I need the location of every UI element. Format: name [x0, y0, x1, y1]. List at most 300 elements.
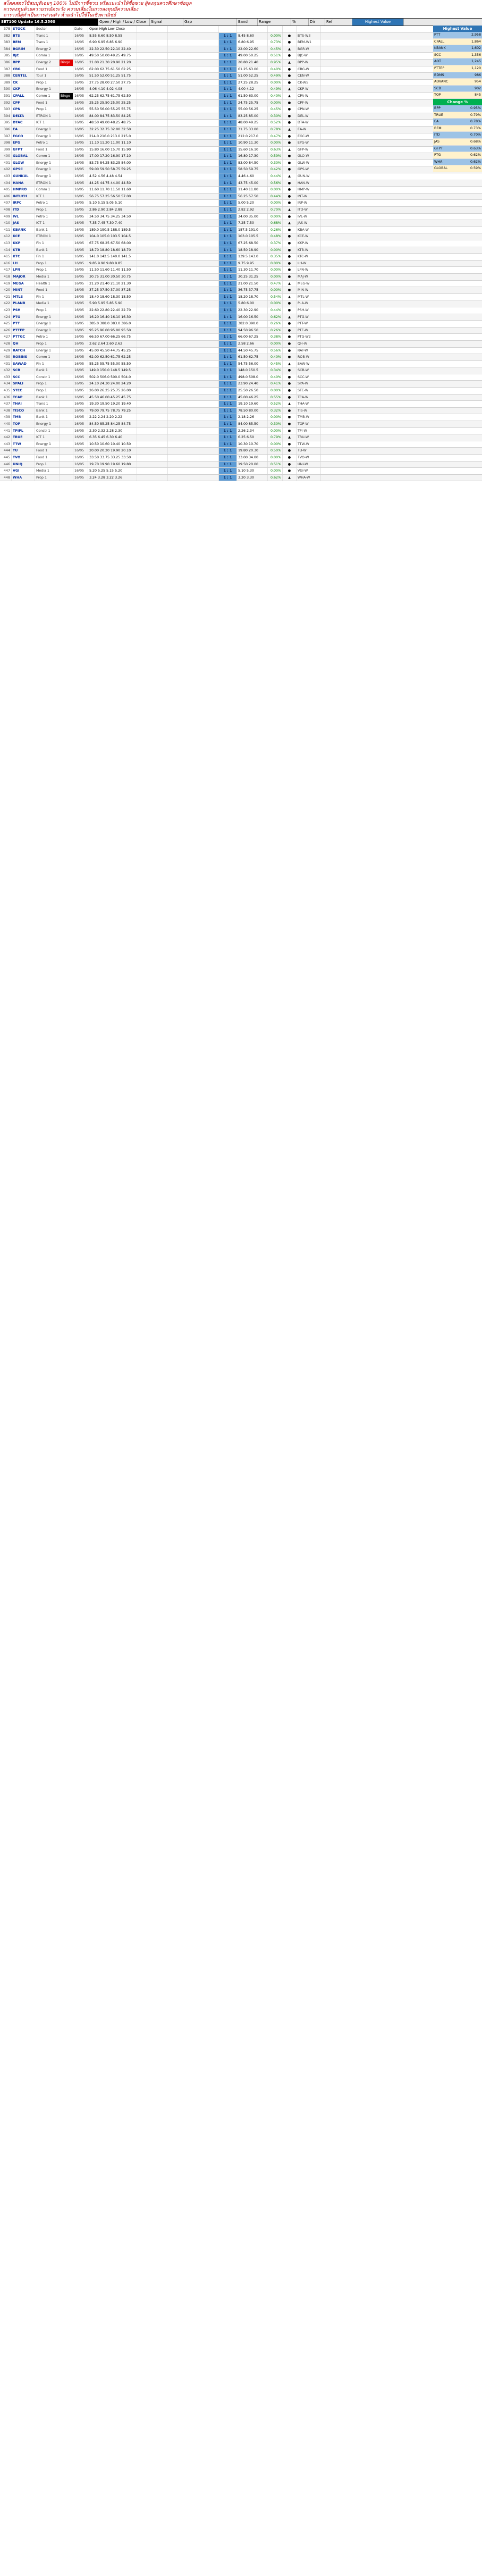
- table-row[interactable]: [0, 39, 482, 46]
- ohlc-values: 21.20 21.40 21.10 21.30: [88, 281, 137, 287]
- trade-date: 16/05: [73, 414, 88, 421]
- trade-date: 16/05: [73, 462, 88, 468]
- warrant-ref: EA-W: [297, 127, 321, 133]
- stock-symbol: RATCH: [12, 348, 35, 354]
- table-row[interactable]: [0, 274, 482, 281]
- price-range: 5.80 6.00: [237, 300, 268, 307]
- table-row[interactable]: [0, 475, 482, 482]
- stock-symbol: VGI: [12, 468, 35, 474]
- table-row[interactable]: [0, 66, 482, 73]
- row-number: 382: [0, 33, 12, 39]
- direction-icon: ●: [283, 328, 297, 334]
- trade-date: 16/05: [73, 361, 88, 367]
- gap-note: [168, 381, 219, 387]
- table-row[interactable]: [0, 401, 482, 408]
- table-row[interactable]: [0, 173, 482, 180]
- table-row[interactable]: [0, 153, 482, 160]
- table-row[interactable]: [0, 53, 482, 60]
- table-row[interactable]: [0, 33, 482, 40]
- tag-badge: [60, 261, 73, 267]
- band-ratio: 1 : 1: [219, 113, 237, 120]
- band-ratio: 1 : 1: [219, 180, 237, 187]
- gap-note: [168, 240, 219, 247]
- table-row[interactable]: [0, 133, 482, 140]
- table-row[interactable]: [0, 254, 482, 261]
- stock-symbol: EA: [12, 127, 35, 133]
- table-row[interactable]: [0, 113, 482, 120]
- warrant-ref: JAS-W: [297, 220, 321, 226]
- row-number: 399: [0, 147, 12, 153]
- trade-date: 16/05: [73, 80, 88, 86]
- table-row[interactable]: [0, 80, 482, 87]
- table-row[interactable]: [0, 462, 482, 468]
- direction-icon: [283, 26, 297, 32]
- trade-date: 16/05: [73, 307, 88, 314]
- table-row[interactable]: [0, 140, 482, 147]
- table-row[interactable]: [0, 227, 482, 234]
- direction-icon: ▲: [283, 475, 297, 481]
- ohlc-values: 5.10 5.15 5.05 5.10: [88, 200, 137, 206]
- stock-symbol: JAS: [12, 220, 35, 226]
- side-row: [433, 86, 482, 93]
- gap-note: [168, 261, 219, 267]
- side-symbol: SCC: [434, 53, 441, 57]
- table-row[interactable]: [0, 367, 482, 374]
- sector: Energy 1: [35, 86, 60, 93]
- warrant-ref: BTS-W3: [297, 33, 321, 39]
- row-number: 429: [0, 348, 12, 354]
- warrant-ref: PLA-W: [297, 300, 321, 307]
- table-row[interactable]: [0, 321, 482, 328]
- gap-note: [168, 207, 219, 213]
- trade-date: 16/05: [73, 428, 88, 434]
- warrant-ref: EPG-W: [297, 140, 321, 146]
- stock-symbol: PTT: [12, 321, 35, 327]
- table-row[interactable]: [0, 281, 482, 288]
- gap-note: [168, 428, 219, 434]
- warrant-ref: BEM-W1: [297, 39, 321, 46]
- table-row[interactable]: [0, 294, 482, 301]
- warrant-ref: TCA-W: [297, 395, 321, 401]
- table-row[interactable]: [0, 120, 482, 127]
- direction-icon: ●: [283, 381, 297, 387]
- table-row[interactable]: [0, 414, 482, 421]
- change-pct: 0.70%: [268, 207, 283, 213]
- table-row[interactable]: [0, 247, 482, 254]
- gap-note: [168, 468, 219, 474]
- table-row[interactable]: [0, 240, 482, 247]
- table-row[interactable]: [0, 160, 482, 167]
- table-row[interactable]: [0, 421, 482, 428]
- change-pct: 0.51%: [268, 462, 283, 468]
- direction-icon: ●: [283, 408, 297, 414]
- band-ratio: 1 : 1: [219, 233, 237, 240]
- stock-symbol: HMPRO: [12, 187, 35, 193]
- stock-symbol: TTW: [12, 441, 35, 448]
- warrant-ref: WHA-W: [297, 475, 321, 481]
- direction-icon: ●: [283, 428, 297, 434]
- warrant-ref: PTT-W: [297, 321, 321, 327]
- signal: [137, 233, 168, 240]
- ohlc-values: 5.20 5.25 5.15 5.20: [88, 468, 137, 474]
- table-row[interactable]: [0, 261, 482, 267]
- trade-date: 16/05: [73, 354, 88, 360]
- row-number: 448: [0, 475, 12, 481]
- signal: [137, 86, 168, 93]
- direction-icon: ●: [283, 140, 297, 146]
- price-range: 187.5 191.0: [237, 227, 268, 233]
- warrant-ref: TPI-W: [297, 428, 321, 434]
- warrant-ref: PTE-W: [297, 328, 321, 334]
- direction-icon: ●: [283, 233, 297, 240]
- change-pct: 0.00%: [268, 187, 283, 193]
- side-row: [433, 112, 482, 119]
- warrant-ref: KBA-W: [297, 227, 321, 233]
- table-row[interactable]: [0, 381, 482, 388]
- table-row[interactable]: [0, 166, 482, 173]
- tag-badge: [60, 455, 73, 461]
- trade-date: 16/05: [73, 200, 88, 206]
- trade-date: 16/05: [73, 455, 88, 461]
- direction-icon: ●: [283, 39, 297, 46]
- side-symbol: ADVANC: [434, 80, 449, 84]
- trade-date: 16/05: [73, 60, 88, 66]
- signal: [137, 428, 168, 434]
- row-number: 433: [0, 374, 12, 381]
- gap-note: [168, 127, 219, 133]
- signal: [137, 455, 168, 461]
- tag-badge: [60, 388, 73, 394]
- table-row[interactable]: [0, 200, 482, 207]
- change-pct: 0.00%: [268, 300, 283, 307]
- band-ratio: 1 : 1: [219, 300, 237, 307]
- change-pct: 0.00%: [268, 267, 283, 273]
- side-symbol: AOT: [434, 60, 441, 64]
- sector: ICT 1: [35, 194, 60, 200]
- table-row[interactable]: [0, 428, 482, 435]
- sector: Energy 2: [35, 60, 60, 66]
- side-symbol: BPP: [434, 106, 441, 110]
- tag-badge: [60, 328, 73, 334]
- trade-date: 16/05: [73, 434, 88, 441]
- trade-date: 16/05: [73, 348, 88, 354]
- stock-symbol: CENTEL: [12, 73, 35, 79]
- change-pct: 0.00%: [268, 455, 283, 461]
- tag-badge: [60, 348, 73, 354]
- table-row[interactable]: [0, 455, 482, 462]
- signal: [137, 120, 168, 126]
- table-row[interactable]: [0, 395, 482, 401]
- price-range: 23.90 24.40: [237, 381, 268, 387]
- ohlc-values: 2.62 2.64 2.60 2.62: [88, 341, 137, 347]
- row-number: 386: [0, 60, 12, 66]
- table-row[interactable]: [0, 220, 482, 227]
- sector: ICT 1: [35, 220, 60, 226]
- change-pct: 0.37%: [268, 240, 283, 247]
- change-pct: 0.00%: [268, 80, 283, 86]
- warrant-ref: CEN-W: [297, 73, 321, 79]
- gap-note: [168, 314, 219, 321]
- row-number: 446: [0, 462, 12, 468]
- ohlc-values: 6.90 6.95 6.85 6.90: [88, 39, 137, 46]
- stock-symbol: KTC: [12, 254, 35, 260]
- price-range: 83.00 84.50: [237, 160, 268, 166]
- stock-symbol: EGCO: [12, 133, 35, 140]
- side-value: 986: [474, 73, 481, 77]
- band-ratio: 1 : 1: [219, 39, 237, 46]
- row-number: 394: [0, 113, 12, 120]
- stock-symbol: PTG: [12, 314, 35, 321]
- row-number: 445: [0, 455, 12, 461]
- table-row[interactable]: [0, 354, 482, 361]
- signal: [137, 53, 168, 59]
- signal: [137, 240, 168, 247]
- table-row[interactable]: [0, 194, 482, 200]
- warrant-ref: DEL-W: [297, 113, 321, 120]
- table-row[interactable]: [0, 207, 482, 214]
- gap-note: [168, 227, 219, 233]
- band-ratio: 1 : 1: [219, 207, 237, 213]
- table-row[interactable]: [0, 127, 482, 133]
- table-row[interactable]: [0, 46, 482, 53]
- table-row[interactable]: [0, 86, 482, 93]
- stock-symbol: GUNKUL: [12, 173, 35, 180]
- table-row[interactable]: [0, 180, 482, 187]
- warrant-ref: SPA-W: [297, 381, 321, 387]
- table-row[interactable]: [0, 341, 482, 348]
- warrant-ref: RAT-W: [297, 348, 321, 354]
- band-ratio: 1 : 1: [219, 395, 237, 401]
- price-range: 5.00 5.20: [237, 200, 268, 206]
- trade-date: 16/05: [73, 33, 88, 39]
- stock-symbol: ITD: [12, 207, 35, 213]
- signal: [137, 468, 168, 474]
- warrant-ref: STE-W: [297, 388, 321, 394]
- signal: [137, 261, 168, 267]
- table-row[interactable]: [0, 267, 482, 274]
- row-number: 378: [0, 26, 12, 32]
- side-symbol: JAS: [434, 139, 440, 144]
- table-row[interactable]: [0, 328, 482, 334]
- price-range: 36.75 37.75: [237, 287, 268, 293]
- ohlc-values: 37.25 37.50 37.00 37.25: [88, 287, 137, 293]
- row-number: 410: [0, 220, 12, 226]
- gap-note: [168, 26, 219, 32]
- change-pct: 0.00%: [268, 468, 283, 474]
- sector: Prop 1: [35, 381, 60, 387]
- band-ratio: 1 : 1: [219, 475, 237, 481]
- warrant-ref: MEG-W: [297, 281, 321, 287]
- table-row[interactable]: [0, 93, 482, 100]
- table-row[interactable]: [0, 233, 482, 240]
- tag-badge: [60, 127, 73, 133]
- tag-badge: [60, 26, 73, 32]
- direction-icon: ▲: [283, 281, 297, 287]
- direction-icon: ▲: [283, 93, 297, 99]
- side-symbol: BEM: [434, 126, 442, 130]
- warrant-ref: KCE-W: [297, 233, 321, 240]
- tag-badge: [60, 106, 73, 113]
- sector: Food 1: [35, 66, 60, 73]
- warrant-ref: PSH-W: [297, 307, 321, 314]
- table-row[interactable]: [0, 361, 482, 368]
- trade-date: 16/05: [73, 220, 88, 226]
- sector: Trans 1: [35, 401, 60, 407]
- table-row[interactable]: [0, 287, 482, 294]
- sector: Prop 1: [35, 80, 60, 86]
- table-row[interactable]: [0, 348, 482, 355]
- warrant-ref: MIN-W: [297, 287, 321, 293]
- gap-note: [168, 328, 219, 334]
- row-number: 425: [0, 321, 12, 327]
- tag-badge: [60, 33, 73, 39]
- direction-icon: ●: [283, 106, 297, 113]
- ohlc-values: 11.60 11.70 11.50 11.60: [88, 187, 137, 193]
- side-value: 0.62%: [470, 160, 481, 164]
- tag-badge: [60, 147, 73, 153]
- trade-date: 16/05: [73, 254, 88, 260]
- warrant-ref: TTW-W: [297, 441, 321, 448]
- warrant-ref: DTA-W: [297, 120, 321, 126]
- table-row[interactable]: [0, 106, 482, 113]
- tag-badge: [60, 187, 73, 193]
- price-range: 22.00 22.60: [237, 46, 268, 53]
- tag-badge: [60, 166, 73, 173]
- ohlc-values: 44.25 44.75 44.00 44.50: [88, 180, 137, 187]
- warrant-ref: TVO-W: [297, 455, 321, 461]
- ohlc-values: 79.00 79.75 78.75 79.25: [88, 408, 137, 414]
- sector: Comm 1: [35, 187, 60, 193]
- table-row[interactable]: [0, 374, 482, 381]
- row-number: 426: [0, 328, 12, 334]
- stock-symbol: SCC: [12, 374, 35, 381]
- price-range: 78.50 80.00: [237, 408, 268, 414]
- table-row[interactable]: [0, 100, 482, 107]
- ohlc-values: 18.70 18.80 18.60 18.70: [88, 247, 137, 254]
- price-range: 2.18 2.26: [237, 414, 268, 421]
- signal: [137, 462, 168, 468]
- change-pct: 0.35%: [268, 254, 283, 260]
- table-row[interactable]: [0, 300, 482, 307]
- row-number: 407: [0, 200, 12, 206]
- gap-note: [168, 374, 219, 381]
- side-row: [433, 79, 482, 86]
- ohlc-values: 4.06 4.10 4.02 4.08: [88, 86, 137, 93]
- direction-icon: ●: [283, 66, 297, 73]
- price-range: 19.50 20.00: [237, 462, 268, 468]
- signal: [137, 374, 168, 381]
- signal: [137, 153, 168, 160]
- table-row[interactable]: [0, 434, 482, 441]
- tag-badge: [60, 414, 73, 421]
- direction-icon: ●: [283, 334, 297, 340]
- ohlc-values: 22.30 22.50 22.10 22.40: [88, 46, 137, 53]
- warrant-ref: LH-W: [297, 261, 321, 267]
- ohlc-values: 19.70 19.90 19.60 19.80: [88, 462, 137, 468]
- gap-note: [168, 194, 219, 200]
- stock-symbol: CK: [12, 80, 35, 86]
- table-row[interactable]: [0, 334, 482, 341]
- side-panel: [433, 26, 482, 172]
- table-row[interactable]: [0, 441, 482, 448]
- table-row[interactable]: [0, 448, 482, 455]
- signal: [137, 388, 168, 394]
- sector: Energy 1: [35, 421, 60, 427]
- tag-badge: [60, 227, 73, 233]
- table-row[interactable]: [0, 26, 482, 33]
- table-row[interactable]: [0, 408, 482, 415]
- signal: [137, 434, 168, 441]
- side-row: [433, 65, 482, 72]
- stock-symbol: PLANB: [12, 300, 35, 307]
- sector: Bank 1: [35, 408, 60, 414]
- direction-icon: ●: [283, 113, 297, 120]
- stock-symbol: IRPC: [12, 200, 35, 206]
- sector: Energy 1: [35, 328, 60, 334]
- price-range: 382.0 390.0: [237, 321, 268, 327]
- signal: [137, 395, 168, 401]
- table-row[interactable]: [0, 214, 482, 221]
- price-range: 22.30 22.90: [237, 307, 268, 314]
- price-range: 48.00 49.25: [237, 120, 268, 126]
- direction-icon: ●: [283, 321, 297, 327]
- tag-badge: [60, 287, 73, 293]
- trade-date: 16/05: [73, 388, 88, 394]
- band-ratio: 1 : 1: [219, 388, 237, 394]
- gap-note: [168, 354, 219, 360]
- table-row[interactable]: [0, 307, 482, 314]
- sector: Prop 1: [35, 106, 60, 113]
- table-row[interactable]: [0, 147, 482, 154]
- table-row[interactable]: [0, 388, 482, 395]
- change-pct: 0.51%: [268, 53, 283, 59]
- change-pct: 0.00%: [268, 214, 283, 220]
- table-row[interactable]: [0, 314, 482, 321]
- table-row[interactable]: [0, 468, 482, 475]
- side-value: 0.68%: [470, 139, 481, 144]
- gap-note: [168, 80, 219, 86]
- signal: [137, 73, 168, 79]
- direction-icon: ●: [283, 120, 297, 126]
- side-value: 1,356: [471, 53, 481, 57]
- stock-symbol: LPN: [12, 267, 35, 273]
- warrant-ref: MTL-W: [297, 294, 321, 300]
- tag-badge: [60, 361, 73, 367]
- change-pct: 0.52%: [268, 401, 283, 407]
- side-symbol: ITD: [434, 133, 440, 137]
- stock-symbol: CPALL: [12, 93, 35, 99]
- col-signal: Signal: [150, 19, 183, 26]
- sector: Prop 1: [35, 475, 60, 481]
- ohlc-values: 2.30 2.32 2.28 2.30: [88, 428, 137, 434]
- sector: Energy 1: [35, 314, 60, 321]
- sector: Constr 1: [35, 374, 60, 381]
- change-pct: 0.48%: [268, 233, 283, 240]
- trade-date: 16/05: [73, 240, 88, 247]
- row-number: 391: [0, 93, 12, 99]
- table-row[interactable]: [0, 73, 482, 80]
- warrant-ref: PTG-W2: [297, 334, 321, 340]
- row-number: 423: [0, 307, 12, 314]
- trade-date: 16/05: [73, 233, 88, 240]
- row-number: 419: [0, 281, 12, 287]
- change-pct: 0.44%: [268, 194, 283, 200]
- stock-symbol: BPP: [12, 60, 35, 66]
- price-range: 212.0 217.0: [237, 133, 268, 140]
- table-row[interactable]: [0, 60, 482, 66]
- table-row[interactable]: [0, 187, 482, 194]
- side-head-change: Change %: [433, 99, 482, 105]
